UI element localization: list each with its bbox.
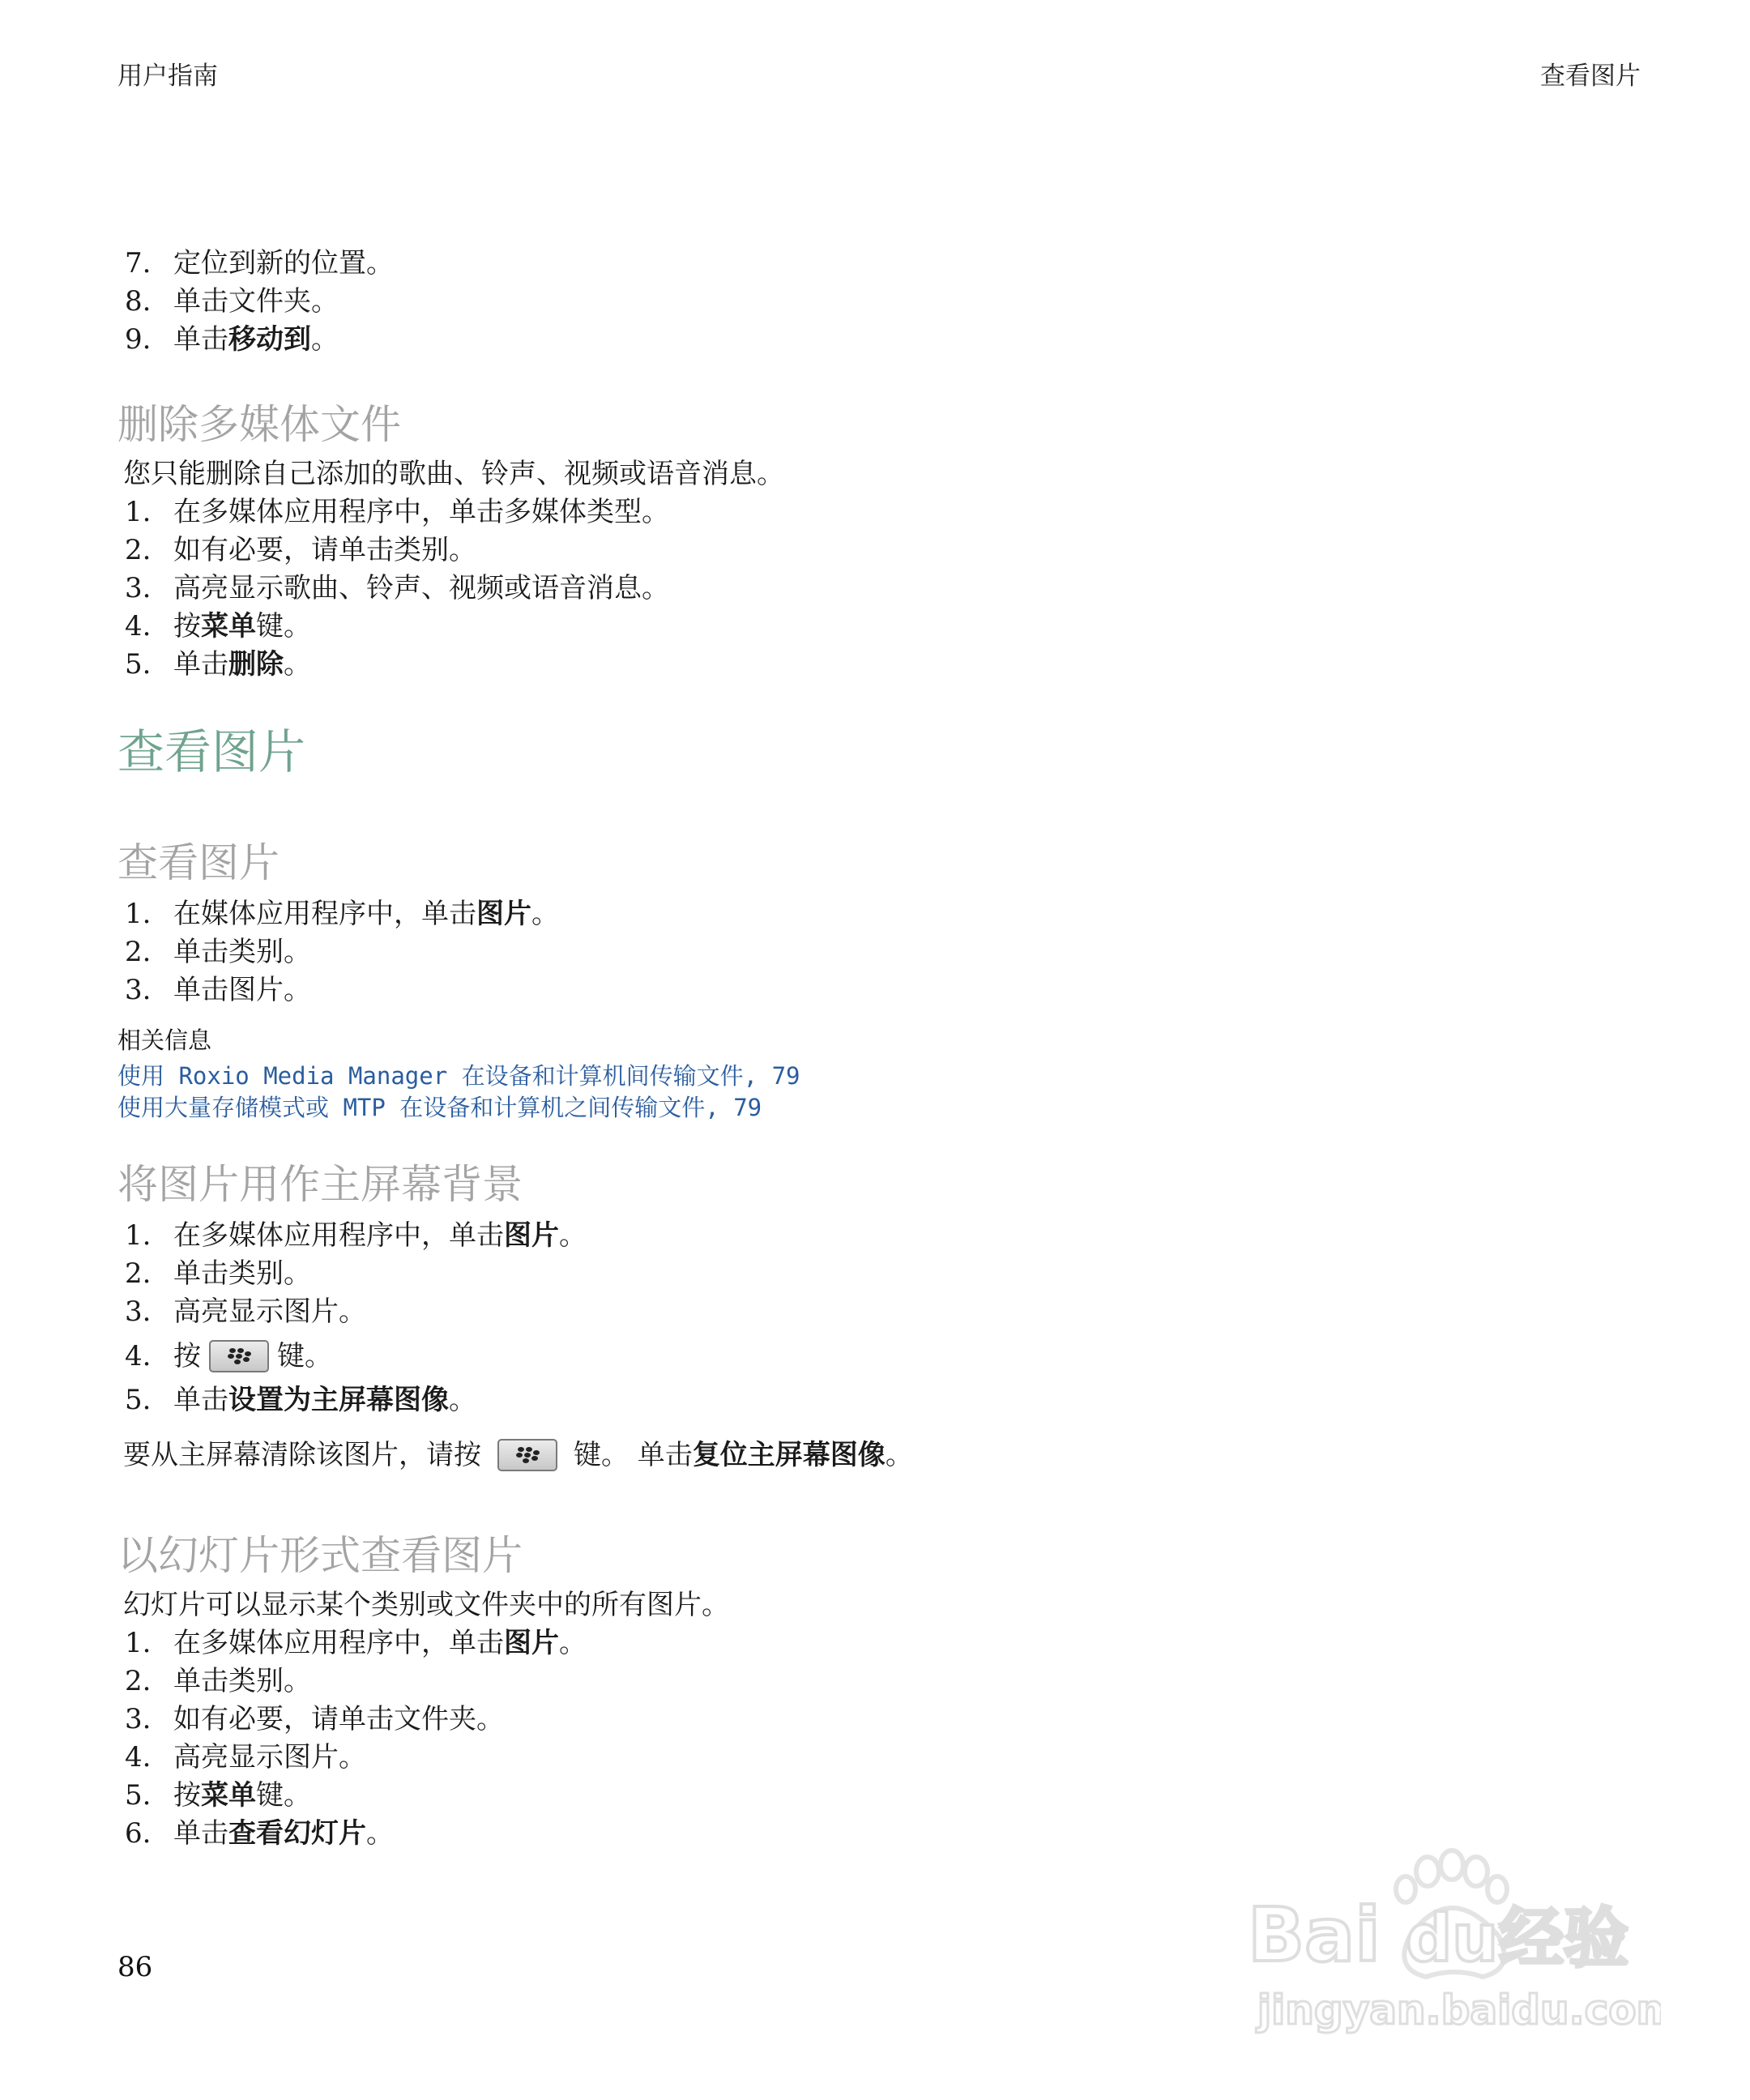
blackberry-logo-icon [225, 1347, 253, 1366]
list-item [120, 608, 1659, 646]
ordered-list-continued [120, 1331, 1659, 1419]
step-text: 单击类别。 [173, 1665, 311, 1697]
list-item [120, 283, 1659, 321]
step-text: 按 [173, 1339, 201, 1372]
step-text-after: 键。 [256, 1779, 311, 1812]
svg-text:du: du [1406, 1901, 1499, 1976]
list-item [120, 245, 1659, 283]
related-link-mtp[interactable]: 使用大量存储模式或 MTP 在设备和计算机之间传输文件, 79 [117, 1094, 762, 1121]
step-text-after: 。 [449, 1384, 476, 1416]
step-text: 如有必要，请单击文件夹。 [173, 1703, 504, 1735]
list-item [120, 531, 1659, 570]
step-text: 如有必要，请单击类别。 [173, 534, 476, 566]
list-item [120, 1293, 1659, 1331]
ui-term: 图片 [476, 898, 531, 930]
step-text: 单击 [173, 1384, 228, 1416]
step-text: 在多媒体应用程序中，单击 [173, 1219, 504, 1252]
list-number: 5. [125, 1384, 152, 1416]
step-text-after: 。 [311, 323, 339, 356]
ordered-list [120, 245, 1659, 359]
step-text: 单击文件夹。 [173, 285, 339, 318]
ui-term: 设置为主屏幕图像 [228, 1384, 449, 1416]
move-steps-list [120, 245, 1659, 359]
list-item [120, 971, 1659, 1009]
step-text: 单击 [173, 1817, 228, 1850]
baidu-paw-logo-icon [1240, 1839, 1661, 2042]
list-number: 8. [125, 285, 152, 318]
note-text-end: 。 [885, 1439, 913, 1471]
running-header-right: 查看图片 [1540, 62, 1641, 91]
step-text-after: 键。 [277, 1339, 332, 1372]
list-item [120, 1255, 1659, 1293]
list-number: 4. [125, 1339, 152, 1372]
list-number: 3. [125, 572, 152, 604]
list-number: 1. [125, 496, 152, 528]
list-number: 3. [125, 1703, 152, 1735]
section-title-delete: 删除多媒体文件 [117, 401, 401, 448]
section-title-slideshow: 以幻灯片形式查看图片 [117, 1532, 523, 1579]
ui-term: 查看幻灯片 [228, 1817, 366, 1850]
list-item [120, 1739, 1659, 1777]
list-item [120, 646, 1659, 684]
list-number: 7. [125, 247, 152, 280]
step-text: 单击 [173, 323, 228, 356]
ui-term: 图片 [504, 1219, 559, 1252]
list-item [120, 321, 1659, 359]
step-text: 在多媒体应用程序中，单击多媒体类型。 [173, 496, 669, 528]
step-text: 高亮显示图片。 [173, 1741, 366, 1773]
related-info-title: 相关信息 [117, 1027, 212, 1054]
ordered-list [120, 1217, 1659, 1331]
step-text: 在多媒体应用程序中，单击 [173, 1627, 504, 1659]
list-number: 3. [125, 974, 152, 1006]
step-text-after: 。 [531, 898, 559, 930]
step-text: 单击图片。 [173, 974, 311, 1006]
list-item [120, 1701, 1659, 1739]
page-number: 86 [117, 1951, 153, 1983]
svg-text:Bai: Bai [1248, 1892, 1381, 1978]
slideshow-steps-list [120, 1624, 1659, 1853]
delete-steps-list [120, 493, 1659, 684]
step-text: 高亮显示歌曲、铃声、视频或语音消息。 [173, 572, 669, 604]
delete-intro: 您只能删除自己添加的歌曲、铃声、视频或语音消息。 [123, 458, 784, 490]
list-number: 4. [125, 1741, 152, 1773]
baidu-jingyan-watermark [1240, 1839, 1661, 2042]
list-number: 2. [125, 936, 152, 968]
ordered-list [120, 493, 1659, 684]
note-text: 要从主屏幕清除该图片，请按 [123, 1439, 481, 1471]
step-text-after: 。 [366, 1817, 394, 1850]
list-number: 5. [125, 1779, 152, 1812]
list-item [120, 493, 1659, 531]
list-number: 5. [125, 648, 152, 681]
list-number: 3. [125, 1295, 152, 1328]
step-text: 按 [173, 1779, 201, 1812]
note-text-mid: 键。 单击 [574, 1439, 693, 1471]
list-number: 1. [125, 1627, 152, 1659]
list-number: 4. [125, 610, 152, 642]
ui-term: 图片 [504, 1627, 559, 1659]
step-text-after: 。 [284, 648, 311, 681]
list-number: 1. [125, 1219, 152, 1252]
step-text-after: 。 [559, 1627, 587, 1659]
list-number: 2. [125, 1665, 152, 1697]
chapter-title: 查看图片 [117, 724, 306, 779]
step-text-after: 。 [559, 1219, 587, 1252]
wallpaper-note [123, 1432, 913, 1478]
list-number: 2. [125, 534, 152, 566]
list-item [120, 895, 1659, 933]
ui-term: 菜单 [201, 610, 256, 642]
step-text: 定位到新的位置。 [173, 247, 394, 280]
blackberry-menu-key-icon [209, 1340, 269, 1372]
step-text: 单击类别。 [173, 1257, 311, 1290]
step-text: 单击 [173, 648, 228, 681]
list-item [120, 1381, 1659, 1419]
section-title-wallpaper: 将图片用作主屏幕背景 [117, 1161, 523, 1208]
list-number: 1. [125, 898, 152, 930]
slideshow-intro: 幻灯片可以显示某个类别或文件夹中的所有图片。 [123, 1589, 729, 1621]
ui-term: 复位主屏幕图像 [692, 1439, 886, 1471]
step-text-after: 键。 [256, 610, 311, 642]
wallpaper-steps-list [120, 1217, 1659, 1419]
ui-term: 删除 [228, 648, 284, 681]
list-item [120, 1624, 1659, 1662]
svg-text:经验: 经验 [1499, 1901, 1628, 1976]
list-item [120, 1662, 1659, 1701]
blackberry-logo-icon [514, 1445, 541, 1465]
list-number: 9. [125, 323, 152, 356]
step-text: 高亮显示图片。 [173, 1295, 366, 1328]
list-number: 6. [125, 1817, 152, 1850]
step-text: 单击类别。 [173, 936, 311, 968]
list-number: 2. [125, 1257, 152, 1290]
blackberry-menu-key-icon [497, 1439, 557, 1471]
ordered-list [120, 895, 1659, 1009]
list-item [120, 933, 1659, 971]
list-item [120, 570, 1659, 608]
svg-text:jingyan.baidu.com: jingyan.baidu.com [1257, 1987, 1661, 2034]
ordered-list [120, 1624, 1659, 1853]
list-item [120, 1777, 1659, 1815]
list-item [120, 1331, 1659, 1381]
ui-term: 菜单 [201, 1779, 256, 1812]
related-link-roxio[interactable]: 使用 Roxio Media Manager 在设备和计算机间传输文件, 79 [117, 1062, 800, 1090]
step-text: 在媒体应用程序中，单击 [173, 898, 476, 930]
step-text: 按 [173, 610, 201, 642]
ui-term: 移动到 [228, 323, 311, 356]
list-item [120, 1217, 1659, 1255]
section-title-view: 查看图片 [117, 839, 280, 886]
running-header-left: 用户指南 [117, 62, 218, 91]
view-steps-list [120, 895, 1659, 1009]
